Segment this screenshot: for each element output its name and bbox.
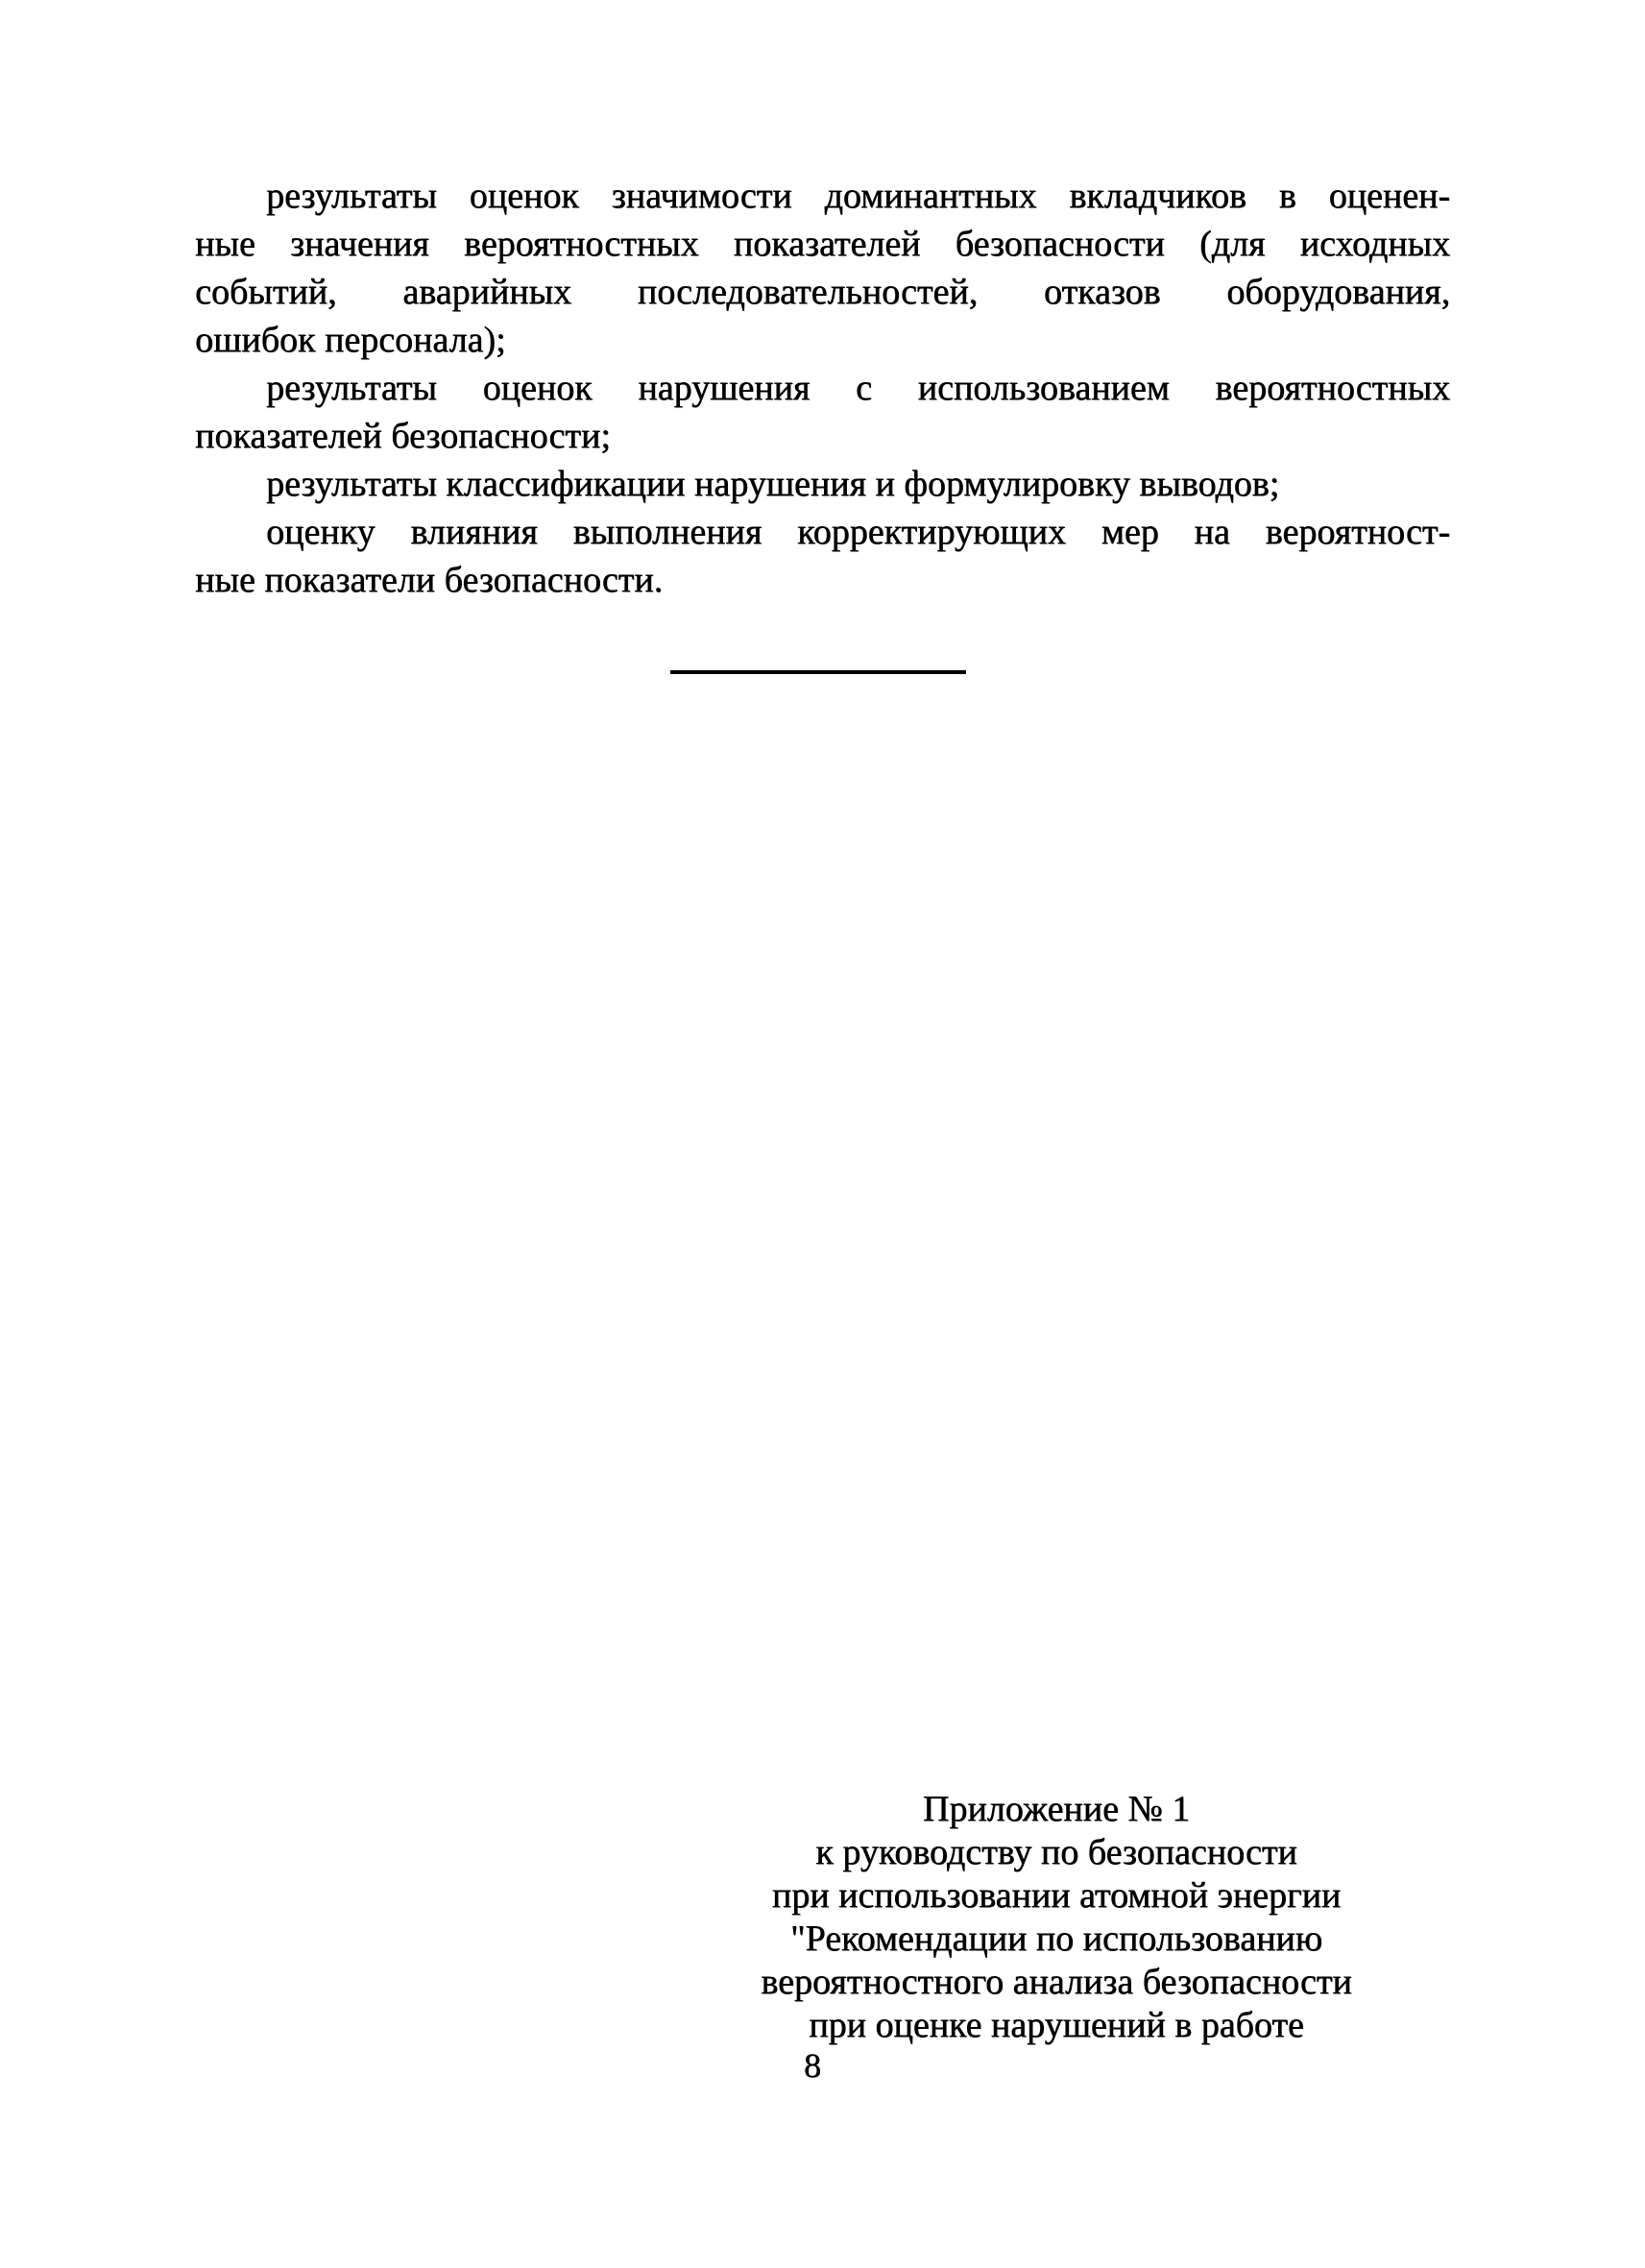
- appendix-reference-block: [691, 1788, 1421, 2047]
- body-text-block: [195, 172, 1450, 604]
- appendix-line-4: "Рекомендации по использованию: [789, 1918, 1323, 1959]
- body-line-5: результаты оценок нарушения с использованием вероятностных: [266, 368, 1450, 408]
- body-line-9: ные показатели безопасности.: [195, 560, 664, 600]
- body-line-6: показателей безопасности;: [195, 416, 611, 456]
- page-number: 8: [804, 2046, 821, 2085]
- body-line-2: ные значения вероятностных показателей безопасности (для исходных: [195, 224, 1450, 264]
- appendix-line-3: при использовании атомной энергии: [771, 1875, 1342, 1916]
- footnote-separator-rule: [670, 670, 966, 674]
- body-line-8: оценку влияния выполнения корректирующих мер на вероятност-: [266, 512, 1450, 552]
- body-line-1: результаты оценок значимости доминантных вкладчиков в оценен-: [266, 176, 1450, 216]
- body-line-3: событий, аварийных последовательностей, отказов оборудования,: [195, 272, 1450, 312]
- appendix-line-2: к руководству по безопасности: [815, 1832, 1297, 1872]
- appendix-line-1: Приложение № 1: [922, 1789, 1191, 1829]
- appendix-line-5: вероятностного анализа безопасности: [761, 1962, 1352, 2002]
- appendix-line-6: при оценке нарушений в работе: [809, 2005, 1304, 2045]
- body-line-7: результаты классификации нарушения и формулировку выводов;: [266, 464, 1280, 504]
- body-line-4: ошибок персонала);: [195, 320, 506, 360]
